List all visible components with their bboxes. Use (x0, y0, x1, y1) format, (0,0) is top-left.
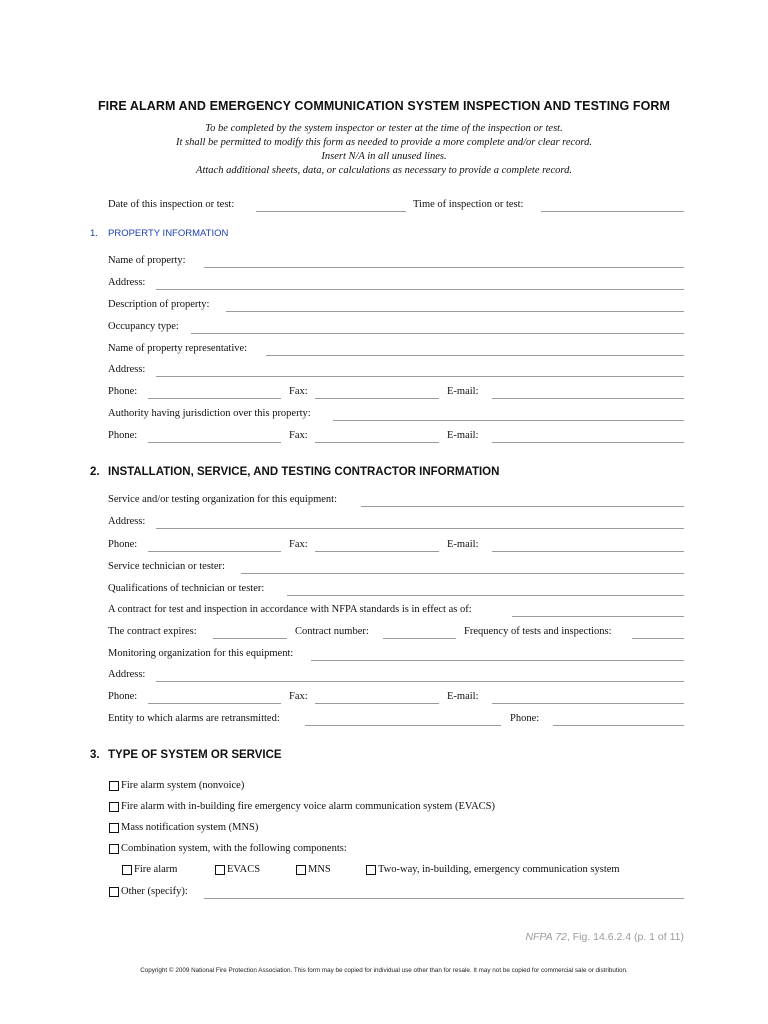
frequency-label: Frequency of tests and inspections: (464, 626, 612, 637)
component-evacs: EVACS (227, 864, 261, 875)
section-2-title: INSTALLATION, SERVICE, AND TESTING CONTRACTOR INFORMATION (108, 466, 500, 478)
property-address-field[interactable] (156, 289, 684, 290)
rep-email-field[interactable] (492, 398, 684, 399)
ahj-phone-label: Phone: (108, 430, 138, 441)
monitoring-email-label: E-mail: (447, 691, 479, 702)
retransmit-label: Entity to which alarms are retransmitted: (108, 713, 280, 724)
form-title: FIRE ALARM AND EMERGENCY COMMUNICATION SYSTEM INSPECTION AND TESTING FORM (97, 99, 671, 113)
ahj-field[interactable] (333, 420, 684, 421)
contract-label: A contract for test and inspection in accordance with NFPA standards is in effect as of: (108, 604, 472, 615)
service-phone-field[interactable] (148, 551, 281, 552)
technician-label: Service technician or tester: (108, 561, 225, 572)
frequency-field[interactable] (632, 638, 684, 639)
section-3-number: 3. (90, 749, 100, 761)
representative-label: Name of property representative: (108, 343, 248, 354)
component-fire-alarm: Fire alarm (134, 864, 178, 875)
checkbox-fire-alarm-evacs[interactable] (109, 802, 119, 812)
contract-number-label: Contract number: (295, 626, 369, 637)
contract-number-field[interactable] (383, 638, 456, 639)
rep-fax-label: Fax: (289, 386, 308, 397)
occupancy-field[interactable] (191, 333, 684, 334)
section-2-number: 2. (90, 466, 100, 478)
monitoring-fax-label: Fax: (289, 691, 308, 702)
checkbox-fire-alarm-nonvoice[interactable] (109, 781, 119, 791)
monitoring-address-label: Address: (108, 669, 146, 680)
service-fax-field[interactable] (315, 551, 439, 552)
qualifications-label: Qualifications of technician or tester: (108, 583, 265, 594)
checkbox-component-mns[interactable] (296, 865, 306, 875)
service-email-label: E-mail: (447, 539, 479, 550)
figure-citation (525, 931, 684, 943)
ahj-fax-label: Fax: (289, 430, 308, 441)
section-1-title: PROPERTY INFORMATION (108, 228, 229, 239)
checkbox-combination[interactable] (109, 844, 119, 854)
option-other: Other (specify): (121, 886, 188, 897)
ahj-email-label: E-mail: (447, 430, 479, 441)
property-address-label: Address: (108, 277, 146, 288)
instruction-line-1: To be completed by the system inspector or tester at the time of the inspection or test. (205, 123, 563, 134)
service-fax-label: Fax: (289, 539, 308, 550)
monitoring-phone-label: Phone: (108, 691, 138, 702)
copyright-notice: Copyright © 2009 National Fire Protection Association. This form may be copied for individual use other than for resale. It may not be copied for commercial sale or distribution. (140, 967, 628, 974)
monitoring-label: Monitoring organization for this equipment: (108, 648, 294, 659)
monitoring-email-field[interactable] (492, 703, 684, 704)
retransmit-field[interactable] (305, 725, 501, 726)
time-field[interactable] (541, 211, 684, 212)
rep-email-label: E-mail: (447, 386, 479, 397)
representative-field[interactable] (266, 355, 684, 356)
rep-address-label: Address: (108, 364, 146, 375)
service-email-field[interactable] (492, 551, 684, 552)
service-address-label: Address: (108, 516, 146, 527)
ahj-phone-field[interactable] (148, 442, 281, 443)
component-two-way: Two-way, in-building, emergency communication system (378, 864, 620, 875)
contract-date-field[interactable] (512, 616, 684, 617)
technician-field[interactable] (241, 573, 684, 574)
ahj-label: Authority having jurisdiction over this property: (108, 408, 311, 419)
checkbox-other[interactable] (109, 887, 119, 897)
instruction-line-3: Insert N/A in all unused lines. (321, 151, 447, 162)
service-org-label: Service and/or testing organization for this equipment: (108, 494, 338, 505)
section-1-number: 1. (90, 228, 98, 239)
property-name-field[interactable] (204, 267, 684, 268)
option-mns: Mass notification system (MNS) (121, 822, 259, 833)
section-3-title: TYPE OF SYSTEM OR SERVICE (108, 749, 282, 761)
retransmit-phone-label: Phone: (510, 713, 540, 724)
qualifications-field[interactable] (287, 595, 684, 596)
other-specify-field[interactable] (204, 898, 684, 899)
monitoring-field[interactable] (311, 660, 684, 661)
date-field[interactable] (256, 211, 406, 212)
citation-code: NFPA 72 (525, 931, 567, 943)
checkbox-component-two-way[interactable] (366, 865, 376, 875)
contract-expires-field[interactable] (213, 638, 287, 639)
occupancy-label: Occupancy type: (108, 321, 179, 332)
monitoring-phone-field[interactable] (148, 703, 281, 704)
citation-text: , Fig. 14.6.2.4 (p. 1 of 11) (566, 931, 684, 943)
property-description-field[interactable] (226, 311, 684, 312)
retransmit-phone-field[interactable] (553, 725, 684, 726)
checkbox-component-evacs[interactable] (215, 865, 225, 875)
option-fire-alarm-evacs: Fire alarm with in-building fire emergency voice alarm communication system (EVACS) (121, 801, 496, 812)
instruction-line-2: It shall be permitted to modify this form as needed to provide a more complete and/or clear record. (175, 137, 593, 148)
option-combination: Combination system, with the following components: (121, 843, 347, 854)
time-label: Time of inspection or test: (413, 199, 524, 210)
component-mns: MNS (308, 864, 331, 875)
rep-fax-field[interactable] (315, 398, 439, 399)
property-description-label: Description of property: (108, 299, 210, 310)
service-org-field[interactable] (361, 506, 684, 507)
property-name-label: Name of property: (108, 255, 186, 266)
rep-phone-field[interactable] (148, 398, 281, 399)
ahj-fax-field[interactable] (315, 442, 439, 443)
rep-phone-label: Phone: (108, 386, 138, 397)
rep-address-field[interactable] (156, 376, 684, 377)
date-label: Date of this inspection or test: (108, 199, 235, 210)
checkbox-mns[interactable] (109, 823, 119, 833)
monitoring-address-field[interactable] (156, 681, 684, 682)
ahj-email-field[interactable] (492, 442, 684, 443)
option-fire-alarm-nonvoice: Fire alarm system (nonvoice) (121, 780, 245, 791)
instruction-line-4: Attach additional sheets, data, or calculations as necessary to provide a complete record. (196, 165, 572, 176)
monitoring-fax-field[interactable] (315, 703, 439, 704)
service-phone-label: Phone: (108, 539, 138, 550)
checkbox-component-fire-alarm[interactable] (122, 865, 132, 875)
contract-expires-label: The contract expires: (108, 626, 197, 637)
service-address-field[interactable] (156, 528, 684, 529)
